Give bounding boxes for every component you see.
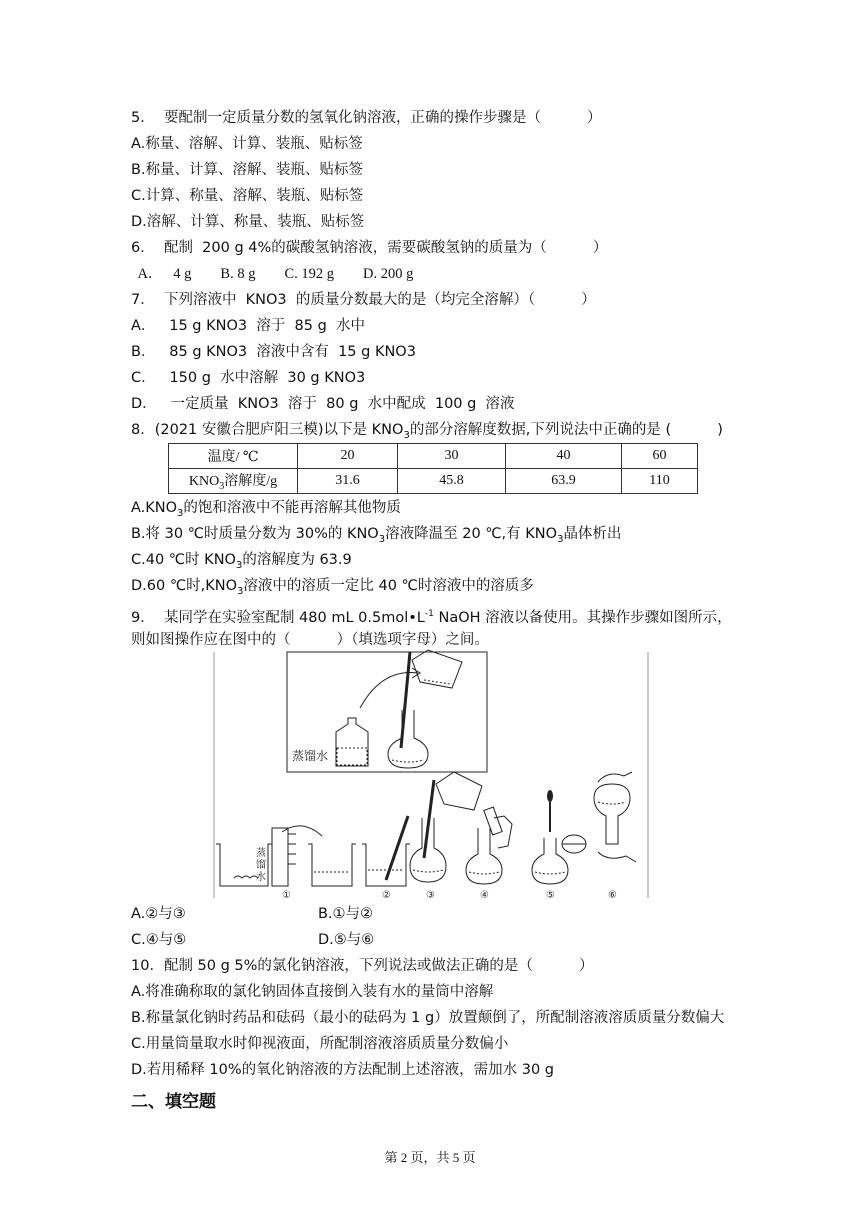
q5-option-c: C.计算、称量、溶解、装瓶、贴标签 xyxy=(131,188,364,204)
table-header-solubility: $KNO_3$溶解度/g xyxy=(169,469,298,494)
step4-flask-icon xyxy=(466,828,502,884)
q9-stem-line2: 则如图操作应在图中的（ ）（填选项字母）之间。 xyxy=(131,632,489,648)
q10-option-c: C.用量筒量取水时仰视液面，所配制溶液溶质质量分数偏小 xyxy=(131,1036,509,1052)
step-label-3: ③ xyxy=(426,890,435,900)
q8-option-d: D.60 ℃时$,KNO_3$溶液中的溶质一定比 40 ℃时溶液中的溶质多 xyxy=(131,578,534,597)
step1-beaker2-icon xyxy=(308,844,356,886)
q7-option-d: D． 一定质量 KNO3 溶于 80 g 水中配成 100 g 溶液 xyxy=(131,396,515,412)
q8-option-a: $A.KNO_3$的饱和溶液中不能再溶解其他物质 xyxy=(131,500,401,519)
step-label-6: ⑥ xyxy=(608,890,617,900)
table-cell: 60 xyxy=(622,444,698,469)
cylinder-label-3: 水 xyxy=(256,872,266,883)
q5-stem: 5． 要配制一定质量分数的氢氧化钠溶液，正确的操作步骤是（ ） xyxy=(131,110,602,126)
table-row xyxy=(169,444,698,469)
q8-option-c: C.40 ℃时 $KNO_3$的溶解度为 63.9 xyxy=(131,552,352,571)
table-cell: 30 xyxy=(398,444,506,469)
q9-option-b: B.①与② xyxy=(318,906,374,922)
step6-flask-icon xyxy=(594,784,630,844)
inset-label: 蒸馏水 xyxy=(292,749,329,763)
q7-option-a: A． 15 g KNO3 溶于 85 g 水中 xyxy=(131,318,366,334)
table-cell: 45.8 xyxy=(398,469,506,494)
q10-option-a: A.将准确称取的氯化钠固体直接倒入装有水的量筒中溶解 xyxy=(131,984,494,1000)
dropper-icon xyxy=(547,790,553,832)
q7-stem: 7． 下列溶液中 KNO3 的质量分数最大的是（均完全溶解）（ ） xyxy=(131,292,596,308)
step3-beaker-icon xyxy=(436,772,482,810)
q9-option-d: D.⑤与⑥ xyxy=(318,932,375,948)
q9-option-a: A.②与③ xyxy=(131,906,186,922)
page-footer: 第 2 页，共 5 页 xyxy=(384,1150,476,1165)
q9-option-c: C.④与⑤ xyxy=(131,932,187,948)
table-cell: 31.6 xyxy=(298,469,398,494)
q8-option-b: B.将 30 ℃时质量分数为 30%的 $KNO_3$溶液降温至 20 ℃,有 $KNO_3$晶体析出 xyxy=(131,526,622,545)
table-row xyxy=(169,469,698,494)
cylinder-label-1: 蒸 xyxy=(256,848,266,859)
table-cell: 20 xyxy=(298,444,398,469)
bottom-hand-icon xyxy=(598,852,636,862)
q6-options: A． 4 g B. 8 g C. 192 g D. 200 g xyxy=(131,266,414,282)
section-heading: 二、填空题 xyxy=(131,1092,216,1112)
table-cell: 110 xyxy=(622,469,698,494)
solubility-table xyxy=(168,443,698,494)
step-label-2: ② xyxy=(382,890,391,900)
table-cell: 40 xyxy=(506,444,622,469)
experiment-figure xyxy=(212,648,652,900)
q9-stem-line1: 9． 某同学在实验室配制 480 mL $0.5mol•L^{-1}$ NaOH 溶液以备使用。其操作步骤如图所示， xyxy=(131,609,732,626)
q5-option-b: B.称量、计算、溶解、装瓶、贴标签 xyxy=(131,162,364,178)
q7-option-b: B． 85 g KNO3 溶液中含有 15 g KNO3 xyxy=(131,344,416,360)
step-label-1: ① xyxy=(282,890,291,900)
q10-option-d: D.若用稀释 10%的氧化钠溶液的方法配制上述溶液，需加水 30 g xyxy=(131,1062,554,1078)
q7-option-c: C． 150 g 水中溶解 30 g KNO3 xyxy=(131,370,366,386)
q10-stem: 10．配制 50 g 5%的氯化钠溶液，下列说法或做法正确的是（ ） xyxy=(131,958,594,974)
q5-option-d: D.溶解、计算、称量、装瓶、贴标签 xyxy=(131,214,365,230)
meniscus-marker-icon xyxy=(562,835,586,853)
step1-cylinder-icon xyxy=(272,828,296,886)
top-hand-icon xyxy=(598,772,632,782)
step-label-5: ⑤ xyxy=(546,890,555,900)
q8-stem: 8．(2021 安徽合肥庐阳三模)以下是 $KNO_3$的部分溶解度数据,下列说法中正确的是 ( ) xyxy=(131,422,723,441)
q6-stem: 6． 配制 200 g 4%的碳酸氢钠溶液，需要碳酸氢钠的质量为（ ） xyxy=(131,240,608,256)
q10-option-b: B.称量氯化钠时药品和砝码（最小的砝码为 1 g）放置颠倒了，所配制溶液溶质质量分数偏大 xyxy=(131,1010,725,1026)
table-header-temperature: 温度/ ℃ xyxy=(169,444,298,469)
cylinder-label-2: 馏 xyxy=(256,860,266,871)
step5-flask-icon xyxy=(532,838,568,884)
q5-option-a: A.称量、溶解、计算、装瓶、贴标签 xyxy=(131,136,363,152)
hand-icon xyxy=(494,816,512,848)
step-label-4: ④ xyxy=(480,890,489,900)
table-cell: 63.9 xyxy=(506,469,622,494)
